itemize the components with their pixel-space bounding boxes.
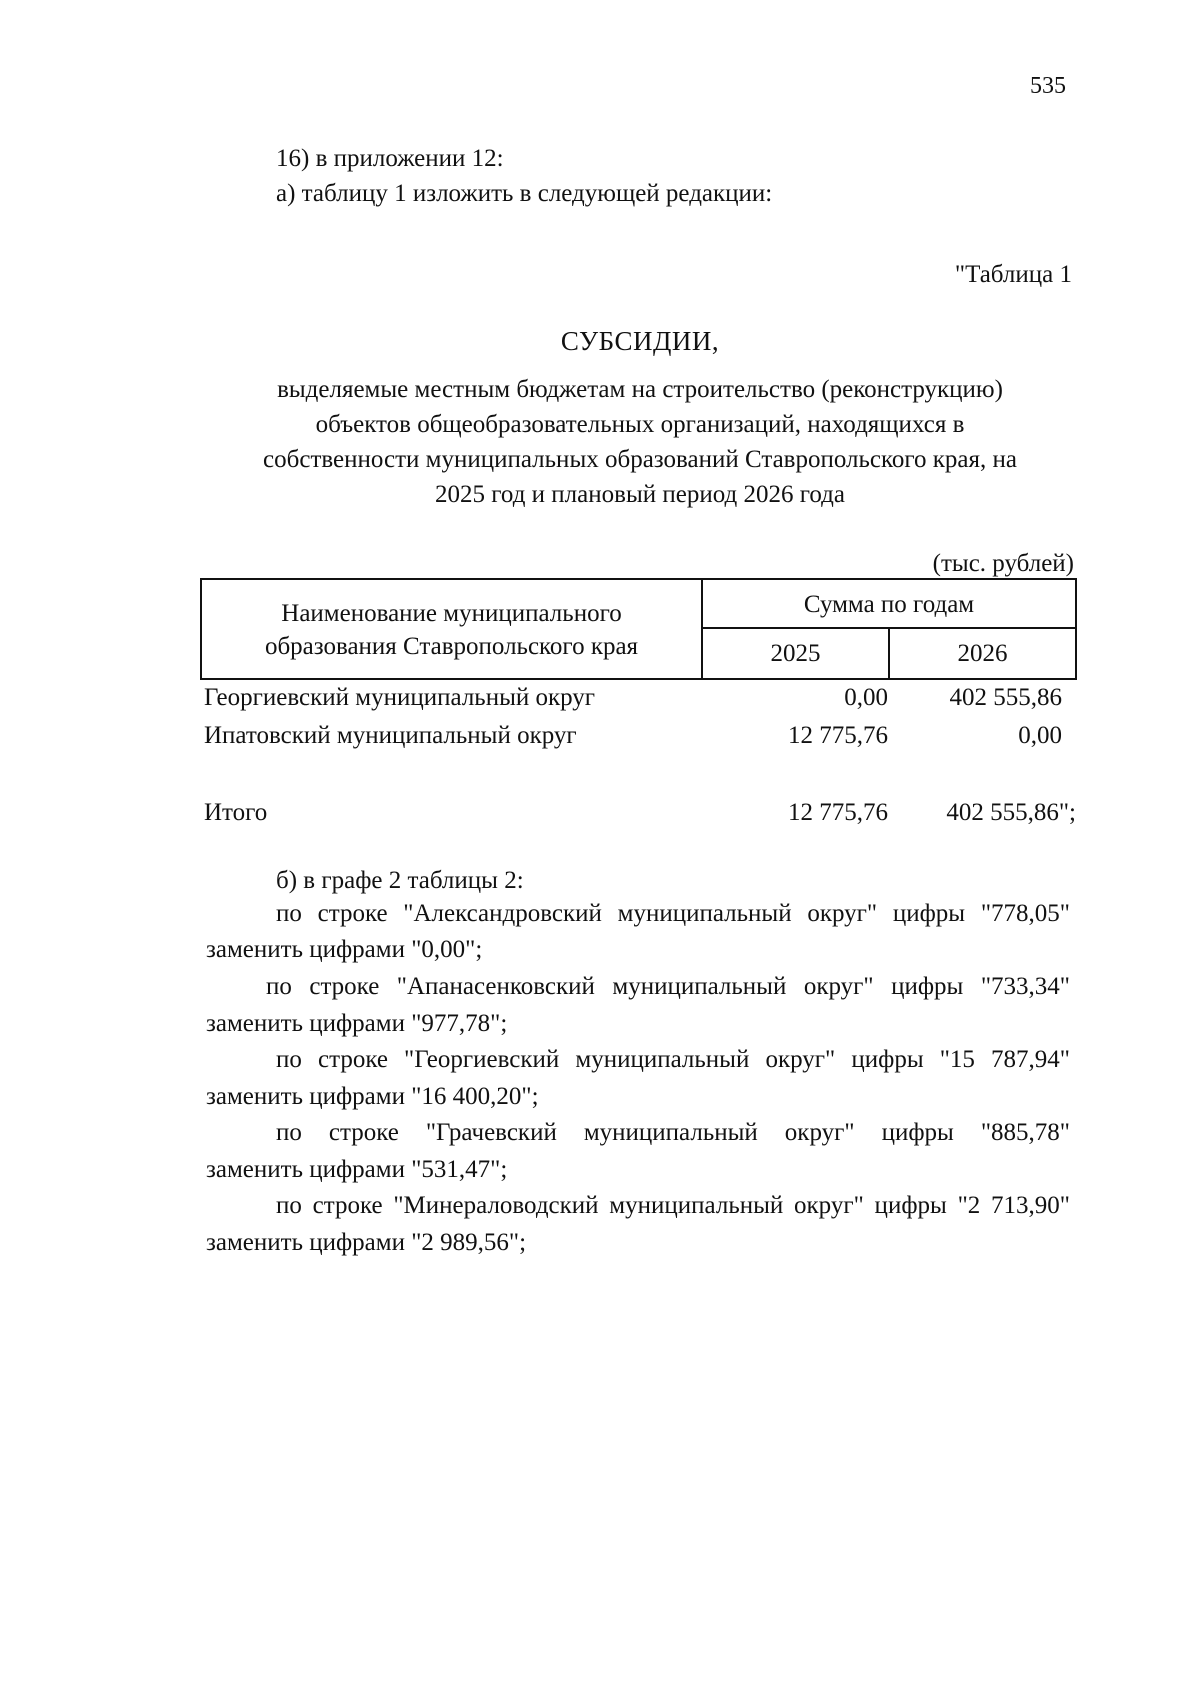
intro-line-1: 16) в приложении 12: bbox=[276, 145, 504, 172]
intro-line-2: а) таблицу 1 изложить в следующей редакции: bbox=[276, 180, 773, 207]
amendment-second-line: заменить цифрами "2 989,56"; bbox=[206, 1229, 527, 1256]
subtitle-line-1: выделяемые местным бюджетам на строительство (реконструкцию) bbox=[277, 376, 1003, 403]
amendment-second-line: заменить цифрами "531,47"; bbox=[206, 1156, 508, 1183]
subtitle-line-4: 2025 год и плановый период 2026 года bbox=[435, 481, 845, 508]
row-value-2026: 0,00 bbox=[1018, 722, 1062, 749]
row-value-2025: 0,00 bbox=[844, 684, 888, 711]
amendment-first-line: по строке "Минераловодский муниципальный округ" цифры "2 713,90" bbox=[276, 1192, 1070, 1219]
amendment-second-line: заменить цифрами "977,78"; bbox=[206, 1010, 508, 1037]
table-label: "Таблица 1 bbox=[954, 261, 1072, 288]
header-year-2026: 2026 bbox=[957, 640, 1008, 667]
subtitle-line-3: собственности муниципальных образований Ставропольского края, на bbox=[263, 446, 1017, 473]
row-name: Георгиевский муниципальный округ bbox=[204, 684, 596, 711]
amendment-first-line: по строке "Апанасенковский муниципальный округ" цифры "733,34" bbox=[266, 973, 1070, 1000]
row-name: Ипатовский муниципальный округ bbox=[204, 722, 577, 749]
total-value-2026: 402 555,86"; bbox=[946, 799, 1076, 826]
amendment-first-line: по строке "Грачевский муниципальный округ" цифры "885,78" bbox=[276, 1119, 1070, 1146]
amendment-first-line: по строке "Александровский муниципальный округ" цифры "778,05" bbox=[276, 900, 1070, 927]
row-value-2025: 12 775,76 bbox=[788, 722, 888, 749]
header-year-2025: 2025 bbox=[770, 640, 821, 667]
subtitle-line-2: объектов общеобразовательных организаций, находящихся в bbox=[315, 411, 965, 438]
amendment-first-line: по строке "Георгиевский муниципальный округ" цифры "15 787,94" bbox=[276, 1046, 1070, 1073]
row-value-2026: 402 555,86 bbox=[949, 684, 1062, 711]
total-value-2025: 12 775,76 bbox=[788, 799, 888, 826]
header-sum-by-years: Сумма по годам bbox=[803, 591, 975, 618]
section-b-heading: б) в графе 2 таблицы 2: bbox=[276, 867, 524, 894]
units-label: (тыс. рублей) bbox=[932, 550, 1074, 577]
total-label: Итого bbox=[204, 799, 268, 826]
page-number: 535 bbox=[1030, 73, 1066, 99]
header-name-line-1: Наименование муниципального bbox=[281, 600, 622, 627]
document-title: СУБСИДИИ, bbox=[560, 326, 720, 356]
header-name-line-2: образования Ставропольского края bbox=[264, 633, 639, 660]
amendment-second-line: заменить цифрами "16 400,20"; bbox=[206, 1083, 539, 1110]
amendment-second-line: заменить цифрами "0,00"; bbox=[206, 936, 483, 963]
